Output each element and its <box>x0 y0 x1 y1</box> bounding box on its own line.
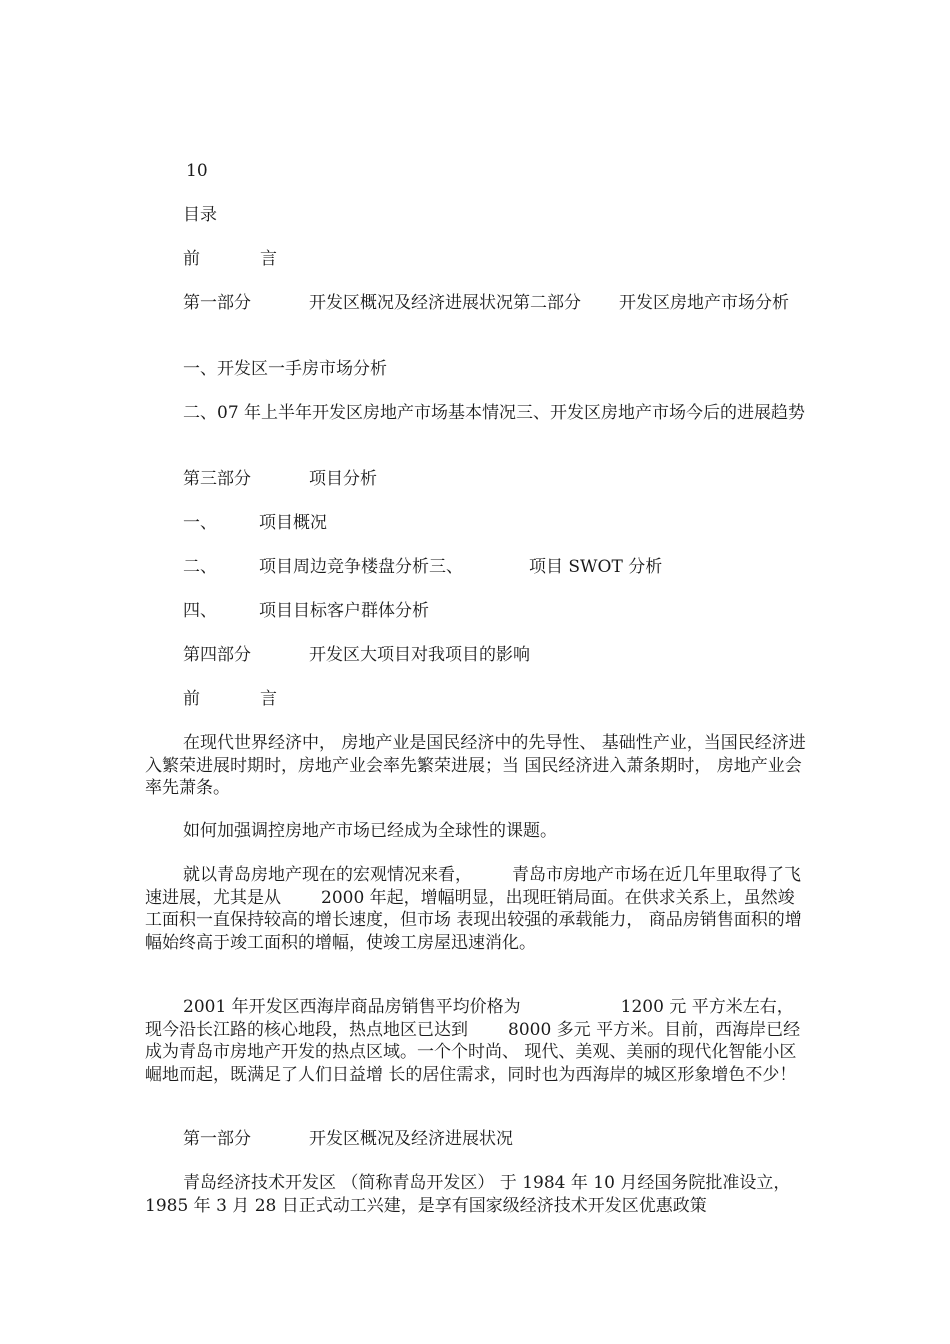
part1-heading-title: 开发区概况及经济进展状况 <box>309 1129 513 1149</box>
paragraph-1: 在现代世界经济中， 房地产业是国民经济中的先导性、 基础性产业，当国民经济进入繁荣进展时期时，房地产业会率先繁荣进展；当 国民经济进入萧条期时， 房地产业会率先萧条。 <box>145 733 806 798</box>
toc-part4-label: 第四部分 <box>183 645 251 665</box>
part1-heading-label: 第一部分 <box>183 1129 251 1149</box>
toc-part3 <box>145 468 810 491</box>
toc-sub1-num: 一、 <box>183 513 217 533</box>
paragraph-3 <box>145 864 810 954</box>
toc-sub2-title: 项目周边竞争楼盘分析三、 <box>259 557 463 577</box>
preface-heading-char-2: 言 <box>260 689 277 709</box>
toc-part1 <box>145 292 810 315</box>
paragraph-3-part-2: 青岛市房地产市场在近几年里取得了飞速进展，尤其是从 <box>145 865 801 908</box>
toc-sub1-title: 项目概况 <box>259 513 327 533</box>
paragraph-4-part-1: 2001 年开发区西海岸商品房销售平均价格为 <box>183 997 521 1017</box>
toc-part2-title: 开发区房地产市场分析 <box>619 293 789 313</box>
paragraph-3-part-1: 就以青岛房地产现在的宏观情况来看， <box>183 865 472 885</box>
toc-part4-title: 开发区大项目对我项目的影响 <box>309 645 530 665</box>
toc-sub3-title: 项目 SWOT 分析 <box>529 557 663 577</box>
part1-heading <box>145 1128 810 1151</box>
toc-part3-title: 项目分析 <box>309 469 377 489</box>
toc-preface-char-2: 言 <box>260 249 277 269</box>
toc-part3-label: 第三部分 <box>183 469 251 489</box>
toc-item2: 二、07 年上半年开发区房地产市场基本情况三、开发区房地产市场今后的进展趋势 <box>183 403 806 423</box>
toc-part1-label: 第一部分 <box>183 293 251 313</box>
toc-sub2 <box>145 556 810 579</box>
toc-part1-title: 开发区概况及经济进展状况第二部分 <box>309 293 581 313</box>
paragraph-5: 青岛经济技术开发区 （简称青岛开发区） 于 1984 年 10 月经国务院批准设立， 1985 年 3 月 28 日正式动工兴建，是享有国家级经济技术开发区优惠政策 <box>145 1173 791 1216</box>
paragraph-4 <box>145 996 810 1086</box>
page-number: 10 <box>186 161 208 181</box>
preface-heading-char-1: 前 <box>183 689 200 709</box>
toc-part4 <box>145 644 810 667</box>
preface-heading <box>145 688 810 711</box>
toc-sub2-num: 二、 <box>183 557 217 577</box>
toc-sub4 <box>145 600 810 623</box>
toc-item1: 一、开发区一手房市场分析 <box>183 359 387 379</box>
paragraph-3-part-3: 2000 年起，增幅明显，出现旺销局面。在供求关系上，虽然竣工面积一直保持较高的增长速度，但市场 表现出较强的承载能力， 商品房销售面积的增幅始终高于竣工面积的增幅，使竣工房屋迅速消化。 <box>145 887 802 953</box>
toc-title: 目录 <box>183 205 217 225</box>
toc-sub4-num: 四、 <box>183 601 217 621</box>
paragraph-2: 如何加强调控房地产市场已经成为全球性的课题。 <box>183 821 557 841</box>
toc-preface-char-1: 前 <box>183 249 200 269</box>
paragraph-4-part-2: 1200 元 平方米左右，现今沿长江路的核心地段，热点地区已达到 <box>145 997 794 1040</box>
toc-preface <box>145 248 810 271</box>
toc-sub4-title: 项目目标客户群体分析 <box>259 601 429 621</box>
toc-sub1 <box>145 512 810 535</box>
paragraph-4-part-3: 8000 多元 平方米。目前，西海岸已经成为青岛市房地产开发的热点区域。一个个时尚、 现代、美观、美丽的现代化智能小区崛地而起，既满足了人们日益增 长的居住需求，同时也为西海岸的城区形象增色不少！ <box>145 1019 801 1085</box>
